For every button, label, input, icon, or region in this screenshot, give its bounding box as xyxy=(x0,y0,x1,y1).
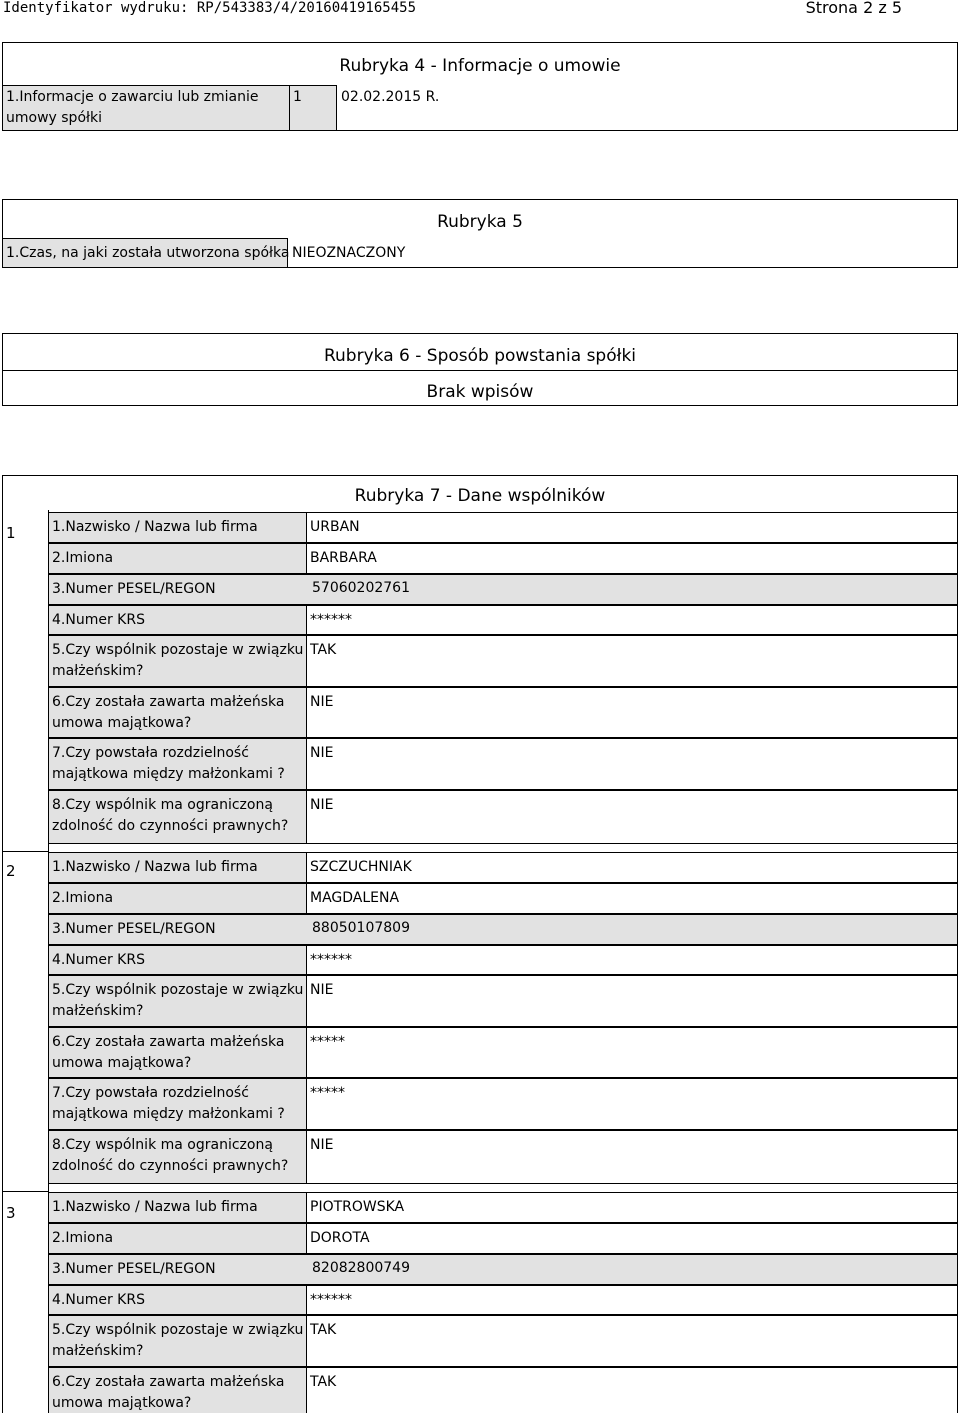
value-krs: ****** xyxy=(306,605,958,635)
rubryka-6-title: Rubryka 6 - Sposób powstania spółki xyxy=(323,346,637,366)
value-zdolnosc: NIE xyxy=(306,790,958,844)
label-malzenstwo: 5.Czy wspólnik pozostaje w związku małżeńskim? xyxy=(48,1315,307,1367)
rubryka-4-index: 1 xyxy=(293,89,302,105)
label-malzenstwo: 5.Czy wspólnik pozostaje w związku małżeńskim? xyxy=(48,975,307,1027)
label-umowa: 6.Czy została zawarta małżeńska umowa majątkowa? xyxy=(48,687,307,738)
value-nazwisko: PIOTROWSKA xyxy=(306,1192,958,1223)
label-pesel: 3.Numer PESEL/REGON xyxy=(48,574,958,605)
partner-divider xyxy=(3,851,48,852)
rubryka-5-title: Rubryka 5 xyxy=(437,212,523,232)
value-pesel: 88050107809 xyxy=(312,920,410,936)
value-nazwisko: SZCZUCHNIAK xyxy=(306,852,958,883)
label-krs: 4.Numer KRS xyxy=(48,605,307,635)
page-number: Strona 2 z 5 xyxy=(805,0,902,17)
value-rozdzielnosc: NIE xyxy=(306,738,958,790)
label-umowa: 6.Czy została zawarta małżeńska umowa majątkowa? xyxy=(48,1367,307,1413)
value-malzenstwo: TAK xyxy=(306,1315,958,1367)
label-malzenstwo: 5.Czy wspólnik pozostaje w związku małżeńskim? xyxy=(48,635,307,687)
value-zdolnosc: NIE xyxy=(306,1130,958,1184)
partner-divider xyxy=(3,1191,48,1192)
partner-index: 3 xyxy=(6,1204,16,1222)
label-pesel: 3.Numer PESEL/REGON xyxy=(48,914,958,945)
label-nazwisko: 1.Nazwisko / Nazwa lub firma xyxy=(48,512,307,543)
value-nazwisko: URBAN xyxy=(306,512,958,543)
value-imiona: DOROTA xyxy=(306,1223,958,1254)
label-pesel: 3.Numer PESEL/REGON xyxy=(48,1254,958,1285)
value-rozdzielnosc: ***** xyxy=(306,1078,958,1130)
value-imiona: BARBARA xyxy=(306,543,958,574)
label-nazwisko: 1.Nazwisko / Nazwa lub firma xyxy=(48,852,307,883)
rubryka-7-title: Rubryka 7 - Dane wspólników xyxy=(354,486,606,506)
rubryka-4-value: 02.02.2015 R. xyxy=(341,89,440,105)
rubryka-4-label: 1.Informacje o zawarciu lub zmianie umowy spółki xyxy=(6,89,259,126)
label-krs: 4.Numer KRS xyxy=(48,945,307,975)
label-nazwisko: 1.Nazwisko / Nazwa lub firma xyxy=(48,1192,307,1223)
value-malzenstwo: NIE xyxy=(306,975,958,1027)
label-umowa: 6.Czy została zawarta małżeńska umowa majątkowa? xyxy=(48,1027,307,1078)
rubryka-5-label: 1.Czas, na jaki została utworzona spółka xyxy=(6,245,290,261)
label-imiona: 2.Imiona xyxy=(48,883,307,914)
rubryka-6-divider xyxy=(3,370,957,371)
label-imiona: 2.Imiona xyxy=(48,1223,307,1254)
value-imiona: MAGDALENA xyxy=(306,883,958,914)
value-umowa: NIE xyxy=(306,687,958,738)
label-zdolnosc: 8.Czy wspólnik ma ograniczoną zdolność do czynności prawnych? xyxy=(48,1130,307,1184)
value-umowa: ***** xyxy=(306,1027,958,1078)
label-rozdzielnosc: 7.Czy powstała rozdzielność majątkowa między małżonkami ? xyxy=(48,1078,307,1130)
value-umowa: TAK xyxy=(306,1367,958,1413)
label-krs: 4.Numer KRS xyxy=(48,1285,307,1315)
label-rozdzielnosc: 7.Czy powstała rozdzielność majątkowa między małżonkami ? xyxy=(48,738,307,790)
label-zdolnosc: 8.Czy wspólnik ma ograniczoną zdolność do czynności prawnych? xyxy=(48,790,307,844)
rubryka-4-title: Rubryka 4 - Informacje o umowie xyxy=(339,56,621,76)
partner-index: 1 xyxy=(6,524,16,542)
value-pesel: 82082800749 xyxy=(312,1260,410,1276)
value-malzenstwo: TAK xyxy=(306,635,958,687)
value-krs: ****** xyxy=(306,1285,958,1315)
rubryka-6-empty-notice: Brak wpisów xyxy=(426,382,534,402)
print-identifier: Identyfikator wydruku: RP/543383/4/20160419165455 xyxy=(3,0,417,16)
label-imiona: 2.Imiona xyxy=(48,543,307,574)
value-krs: ****** xyxy=(306,945,958,975)
partner-index: 2 xyxy=(6,862,16,880)
value-pesel: 57060202761 xyxy=(312,580,410,596)
rubryka-5-value: NIEOZNACZONY xyxy=(292,245,406,261)
